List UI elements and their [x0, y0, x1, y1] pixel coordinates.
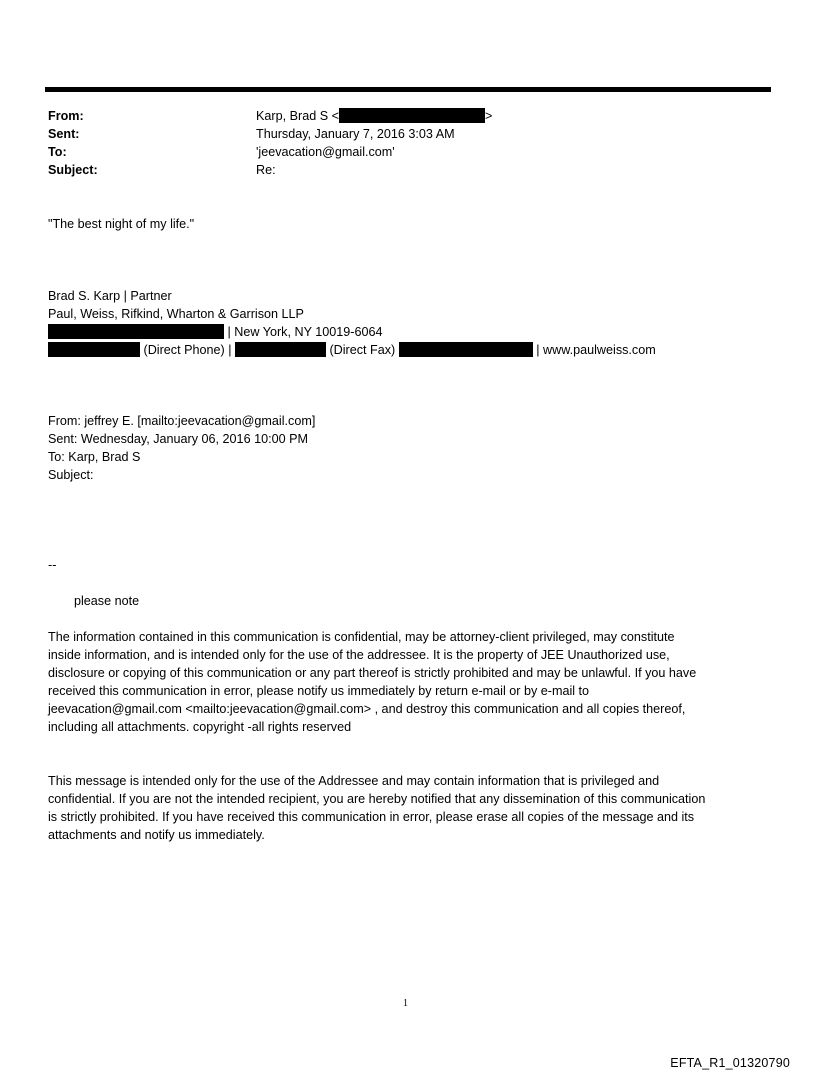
signature-address [48, 323, 656, 341]
redaction-bar [339, 108, 485, 123]
to-label: To: [48, 145, 67, 159]
quoted-from: From: jeffrey E. [mailto:jeevacation@gmail.com] [48, 414, 316, 428]
please-note: please note [74, 594, 140, 608]
redaction-bar [48, 342, 140, 357]
disclaimer-line: This message is intended only for the use of the Addressee and may contain information that is privileged and [48, 774, 660, 788]
to-value: 'jeevacation@gmail.com' [256, 145, 395, 159]
disclaimer-line: The information contained in this communication is confidential, may be attorney-client privileged, may constitute [48, 630, 675, 644]
disclaimer-paragraph-1 [48, 628, 770, 736]
quoted-sent: Sent: Wednesday, January 06, 2016 10:00 PM [48, 432, 308, 446]
from-value-suffix: > [484, 109, 493, 123]
quoted-header [48, 412, 315, 484]
top-rule [45, 87, 771, 92]
disclaimer-paragraph-2 [48, 772, 770, 844]
signature-fax: (Direct Fax) [329, 343, 396, 357]
redaction-bar [399, 342, 533, 357]
disclaimer-line: confidential. If you are not the intended recipient, you are hereby notified that any dissemination of this communication [48, 792, 706, 806]
disclaimer-line: disclosure or copying of this communication or any part thereof is strictly prohibited and may be unlawful. If you have [48, 666, 697, 680]
sent-value: Thursday, January 7, 2016 3:03 AM [256, 127, 455, 141]
sent-label: Sent: [48, 127, 80, 141]
body-quote: "The best night of my life." [48, 217, 195, 231]
signature-firm: Paul, Weiss, Rifkind, Wharton & Garrison LLP [48, 307, 304, 321]
signature-website: | www.paulweiss.com [536, 343, 656, 357]
signature-contacts [48, 341, 656, 359]
disclaimer-line: jeevacation@gmail.com <mailto:jeevacation@gmail.com> , and destroy this communication and all copies thereof, [48, 702, 686, 716]
signature [48, 287, 656, 359]
disclaimer-line: including all attachments. copyright -all rights reserved [48, 720, 352, 734]
quoted-subject: Subject: [48, 468, 94, 482]
subject-value: Re: [256, 163, 276, 177]
disclaimer-line: received this communication in error, please notify us immediately by return e-mail or by e-mail to [48, 684, 590, 698]
from-value [256, 107, 492, 125]
page-number: 1 [403, 998, 408, 1009]
subject-label: Subject: [48, 163, 98, 177]
signature-city: | New York, NY 10019-6064 [227, 325, 383, 339]
disclaimer-line: inside information, and is intended only for the use of the addressee. It is the property of JEE Unauthorized use, [48, 648, 670, 662]
disclaimer-line: is strictly prohibited. If you have received this communication in error, please erase all copies of the message and its [48, 810, 695, 824]
from-value-prefix: Karp, Brad S < [256, 109, 339, 123]
redaction-bar [235, 342, 326, 357]
signature-separator: -- [48, 558, 57, 572]
disclaimer-line: attachments and notify us immediately. [48, 828, 265, 842]
redaction-bar [48, 324, 224, 339]
signature-name: Brad S. Karp | Partner [48, 289, 172, 303]
signature-phone: (Direct Phone) | [143, 343, 232, 357]
document-id: EFTA_R1_01320790 [670, 1056, 790, 1070]
quoted-to: To: Karp, Brad S [48, 450, 141, 464]
from-label: From: [48, 109, 84, 123]
